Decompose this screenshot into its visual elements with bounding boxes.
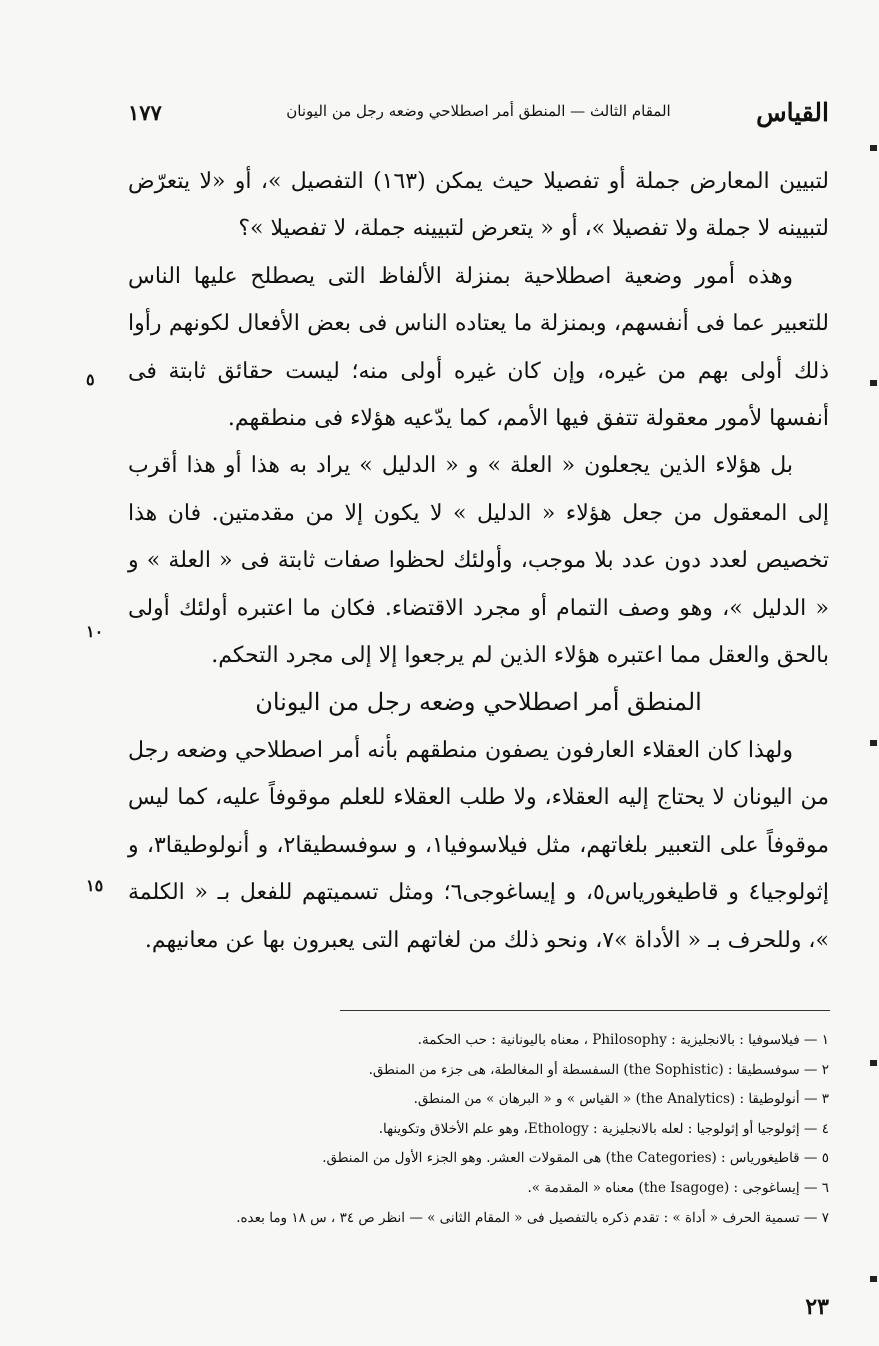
running-header bbox=[128, 98, 829, 132]
header-section: القياس bbox=[756, 98, 829, 127]
paragraph-2: وهذه أمور وضعية اصطلاحية بمنزلة الألفاظ التى يصطلح عليها الناس للتعبير عما فى أنفسهم، وبمنزلة ما يعتاده الناس فى بعض الأفعال لكونهم رأوا ذلك أولى بهم من غيره، وإن كان غيره أولى منه؛ ليست حقائق ثابتة فى أنفسها لأمور معقولة تتفق فيها الأمم، كما يدّعيه هؤلاء فى منطقهم. bbox=[128, 263, 829, 432]
line-number-15: ١٥ bbox=[86, 876, 104, 895]
edge-mark bbox=[870, 1060, 877, 1066]
footnote-5: ٥ — قاطيغورياس : (the Categories) هى المقولات العشر. وهو الجزء الأول من المنطق. bbox=[322, 1150, 829, 1167]
folio-number: ٢٣ bbox=[805, 1294, 829, 1320]
header-page-number: ١٧٧ bbox=[128, 100, 162, 125]
edge-mark bbox=[870, 1276, 877, 1282]
footnotes bbox=[128, 1026, 829, 1233]
line-number-10: ١٠ bbox=[86, 622, 104, 641]
edge-mark bbox=[870, 740, 877, 746]
footnote-7: ٧ — تسمية الحرف « أداة » : تقدم ذكره بالتفصيل فى « المقام الثانى » — انظر ص ٣٤ ، س ١٨ وما بعده. bbox=[236, 1209, 829, 1226]
paragraph-3: بل هؤلاء الذين يجعلون « العلة » و « الدليل » يراد به هذا أو هذا أقرب إلى المعقول من جعل هؤلاء « الدليل » لا يكون إلا من مقدمتين. فان هذا تخصيص لعدد دون عدد بلا موجب، وأولئك لحظوا صفات ثابتة فى « العلة » و « الدليل »، وهو وصف التمام أو مجرد الاقتضاء. فكان ما اعتبره أولئك أولى بالحق والعقل مما اعتبره هؤلاء الذين لم يرجعوا إلا إلى مجرد التحكم. bbox=[128, 453, 829, 669]
footnote-4: ٤ — إثولوجيا أو إثولوجيا : لعله بالانجليزية : Ethology، وهو علم الأخلاق وتكوينها. bbox=[378, 1120, 829, 1137]
line-number-5: ٥ bbox=[86, 370, 95, 389]
header-running-title: المقام الثالث — المنطق أمر اصطلاحي وضعه رجل من اليونان bbox=[286, 102, 671, 120]
edge-mark bbox=[870, 145, 877, 151]
footnote-1: ١ — فيلاسوفيا : بالانجليزية : Philosophy ، معناه باليونانية : حب الحكمة. bbox=[417, 1032, 829, 1048]
footnote-rule bbox=[340, 1010, 830, 1011]
section-paragraph: ولهذا كان العقلاء العارفون يصفون منطقهم بأنه أمر اصطلاحي وضعه رجل من اليونان لا يحتاج إليه العقلاء، ولا طلب العقلاء للعلم موقوفاً عليه، كما ليس موقوفاً على التعبير بلغاتهم، مثل فيلاسوفيا١، و سوفسطيقا٢، و أنولوطيقا٣، و إثولوجيا٤ و قاطيغورياس٥، و إيساغوجى٦؛ ومثل تسميتهم للفعل بـ « الكلمة »، وللحرف بـ « الأداة »٧، ونحو ذلك من لغاتهم التى يعبرون بها عن معانيهم. bbox=[128, 737, 830, 953]
paragraph-1: لتبيين المعارض جملة أو تفصيلا حيث يمكن (١٦٣) التفصيل »، أو «لا يتعرّض لتبيينه لا جملة ولا تفصيلا »، أو « يتعرض لتبيينه جملة، لا تفصيلا »؟ bbox=[128, 169, 829, 242]
footnote-2: ٢ — سوفسطيقا : (the Sophistic) السفسطة أو المغالطة، هى جزء من المنطق. bbox=[368, 1061, 829, 1078]
edge-mark bbox=[870, 380, 877, 386]
main-text bbox=[128, 158, 829, 964]
footnote-3: ٣ — أنولوطيقا : (the Analytics) « القياس » و « البرهان » من المنطق. bbox=[413, 1091, 829, 1108]
footnote-6: ٦ — إيساغوجى : (the Isagoge) معناه « المقدمة ». bbox=[527, 1179, 829, 1196]
section-title: المنطق أمر اصطلاحي وضعه رجل من اليونان bbox=[255, 688, 702, 717]
